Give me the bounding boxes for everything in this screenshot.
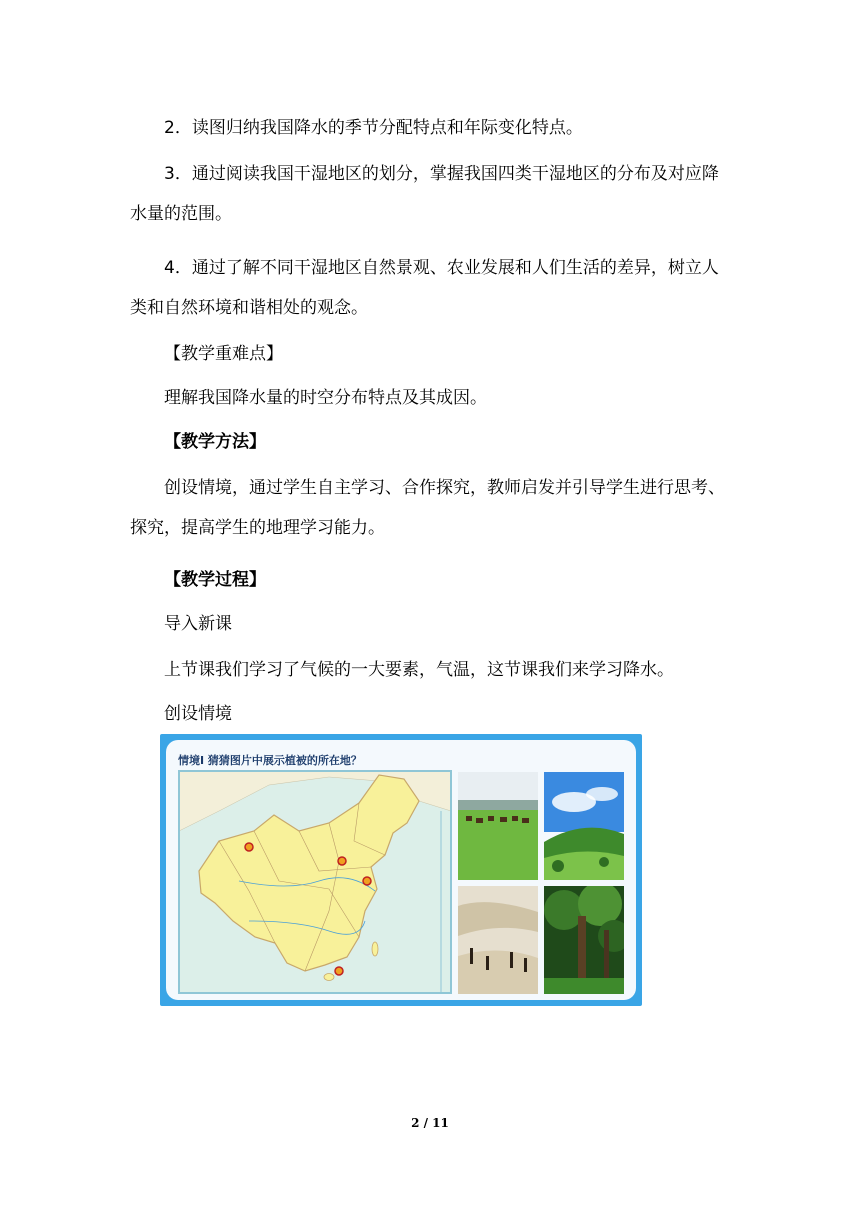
objective-2: 2．读图归纳我国降水的季节分配特点和年际变化特点。: [164, 118, 583, 138]
objective-3: 3．通过阅读我国干湿地区的划分，掌握我国四类干湿地区的分布及对应降水量的范围。: [130, 164, 719, 224]
scenario-label: 创设情境: [164, 704, 232, 724]
method-text: 创设情境，通过学生自主学习、合作探究，教师启发并引导学生进行思考、探究，提高学生的地理学习能力。: [130, 478, 725, 538]
china-map: [178, 770, 452, 994]
key-points-text: 理解我国降水量的时空分布特点及其成因。: [164, 388, 487, 408]
scenario-figure: [160, 734, 642, 1006]
intro-label: 导入新课: [164, 614, 232, 634]
intro-text: 上节课我们学习了气候的一大要素，气温，这节课我们来学习降水。: [164, 660, 674, 680]
figure-title: 情境Ⅰ 猜猜图片中展示植被的所在地？: [178, 754, 362, 767]
heading-method: 【教学方法】: [164, 432, 266, 452]
photo-desert: [458, 886, 538, 994]
china-map-graphic: [179, 771, 451, 993]
figure-panel: [166, 740, 636, 1000]
page-number: 2 / 11: [411, 1116, 449, 1130]
photo-grassland: [458, 772, 538, 880]
objective-4: 4．通过了解不同干湿地区自然景观、农业发展和人们生活的差异，树立人类和自然环境和谐相处的观念。: [130, 258, 719, 318]
photo-green-hills: [544, 772, 624, 880]
heading-process: 【教学过程】: [164, 570, 266, 590]
heading-key-points: 【教学重难点】: [164, 344, 283, 364]
photo-rainforest: [544, 886, 624, 994]
